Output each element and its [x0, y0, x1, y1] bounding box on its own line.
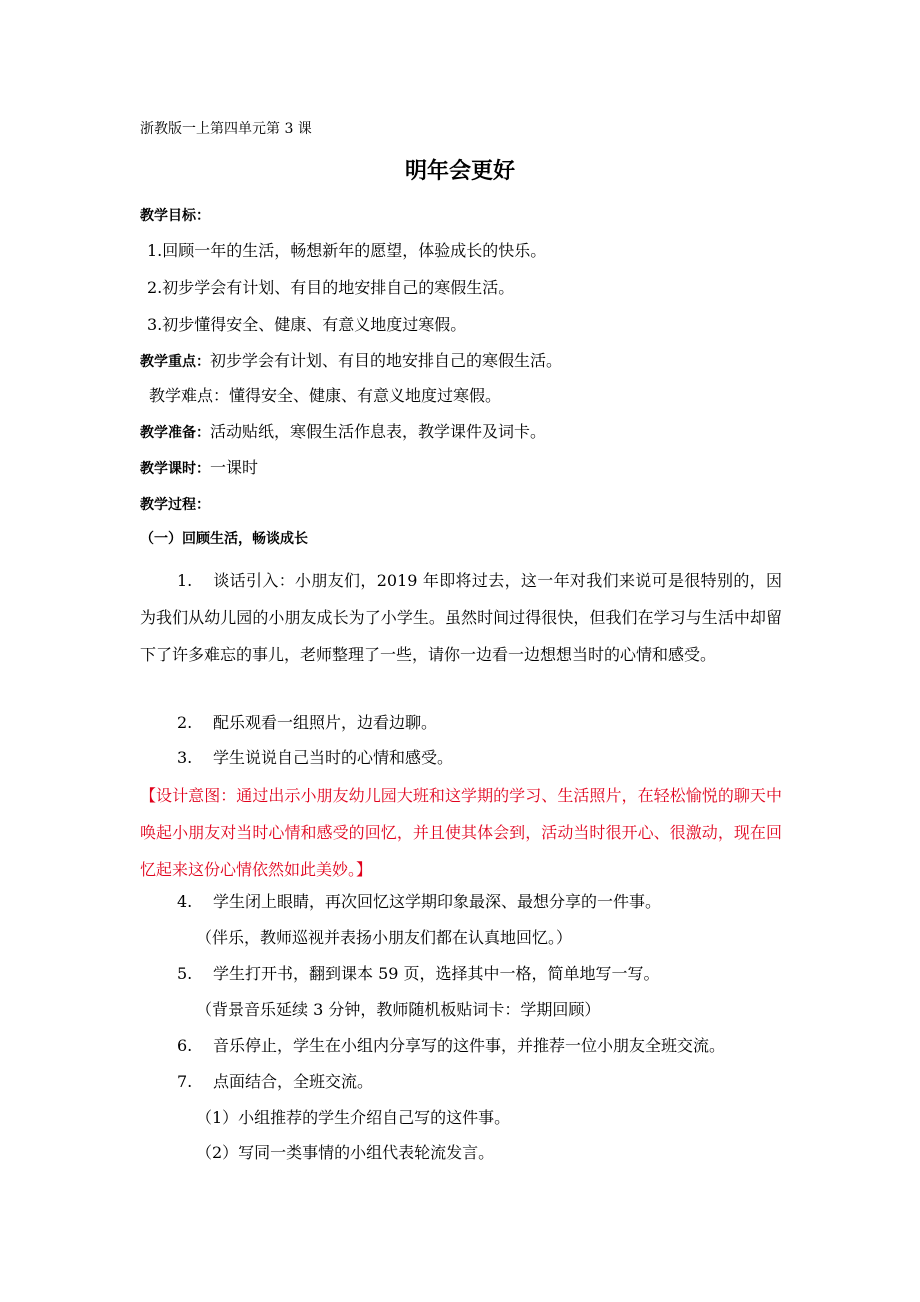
- periods-label: 教学课时：: [140, 461, 210, 477]
- design-intent-note: 【设计意图：通过出示小朋友幼儿园大班和这学期的学习、生活照片，在轻松愉悦的聊天中唤起小朋友对当时心情和感受的回忆，并且使其体会到，活动当时很开心、很激动，现在回忆起来这份心情依然如此美妙。】: [140, 786, 782, 879]
- periods: [140, 457, 258, 480]
- step-3: [177, 747, 453, 769]
- step-number: 3.: [177, 748, 193, 767]
- key-point-text: 初步学会有计划、有目的地安排自己的寒假生活。: [210, 351, 563, 370]
- step-number: 7.: [177, 1072, 193, 1091]
- difficulty: 教学难点：懂得安全、健康、有意义地度过寒假。: [149, 386, 502, 405]
- step-number: 1.: [177, 571, 193, 590]
- step-2: [177, 712, 437, 734]
- step-text: 谈话引入：小朋友们，2019 年即将过去，这一年对我们来说可是很特别的，因为我们从幼儿园的小朋友成长为了小学生。虽然时间过得很快，但我们在学习与生活中却留下了许多难忘的事儿，老师整理了一些，请你一边看一边想想当时的心情和感受。: [140, 571, 782, 664]
- step-text: 学生打开书，翻到课本 59 页，选择其中一格，简单地写一写。: [213, 964, 660, 983]
- step-7: [177, 1071, 373, 1093]
- key-point-label: 教学重点：: [140, 354, 210, 370]
- section-heading: （一）回顾生活，畅谈成长: [140, 531, 308, 547]
- sub-item: （2）写同一类事情的小组代表轮流发言。: [196, 1143, 495, 1162]
- step-text: 学生闭上眼睛，再次回忆这学期印象最深、最想分享的一件事。: [213, 892, 662, 911]
- page-title: 明年会更好: [404, 159, 515, 184]
- objective-item: 1.回顾一年的生活，畅想新年的愿望，体验成长的快乐。: [147, 241, 547, 260]
- step-number: 4.: [177, 892, 193, 911]
- step-number: 2.: [177, 713, 193, 732]
- step-note: （背景音乐延续 3 分钟，教师随机板贴词卡：学期回顾）: [196, 1000, 601, 1019]
- periods-text: 一课时: [210, 458, 259, 477]
- step-number: 6.: [177, 1036, 193, 1055]
- course-subtitle: 浙教版一上第四单元第 3 课: [140, 121, 312, 137]
- objectives-label: 教学目标：: [140, 208, 210, 224]
- step-1: [140, 562, 782, 673]
- step-6: [177, 1035, 725, 1057]
- key-point: [140, 350, 562, 373]
- preparation-text: 活动贴纸，寒假生活作息表，教学课件及词卡。: [210, 422, 547, 441]
- objective-item: 2.初步学会有计划、有目的地安排自己的寒假生活。: [147, 278, 515, 297]
- preparation: [140, 421, 546, 444]
- process-label: 教学过程：: [140, 497, 210, 513]
- sub-item: （1）小组推荐的学生介绍自己写的这件事。: [196, 1108, 511, 1127]
- step-text: 学生说说自己当时的心情和感受。: [213, 748, 454, 767]
- objective-item: 3.初步懂得安全、健康、有意义地度过寒假。: [147, 315, 467, 334]
- step-text: 点面结合，全班交流。: [213, 1072, 374, 1091]
- step-5: [177, 963, 660, 985]
- step-text: 音乐停止，学生在小组内分享写的这件事，并推荐一位小朋友全班交流。: [213, 1036, 726, 1055]
- preparation-label: 教学准备：: [140, 425, 210, 441]
- step-text: 配乐观看一组照片，边看边聊。: [213, 713, 438, 732]
- step-4: [177, 891, 661, 913]
- step-number: 5.: [177, 964, 193, 983]
- step-note: （伴乐，教师巡视并表扬小朋友们都在认真地回忆。）: [196, 928, 573, 947]
